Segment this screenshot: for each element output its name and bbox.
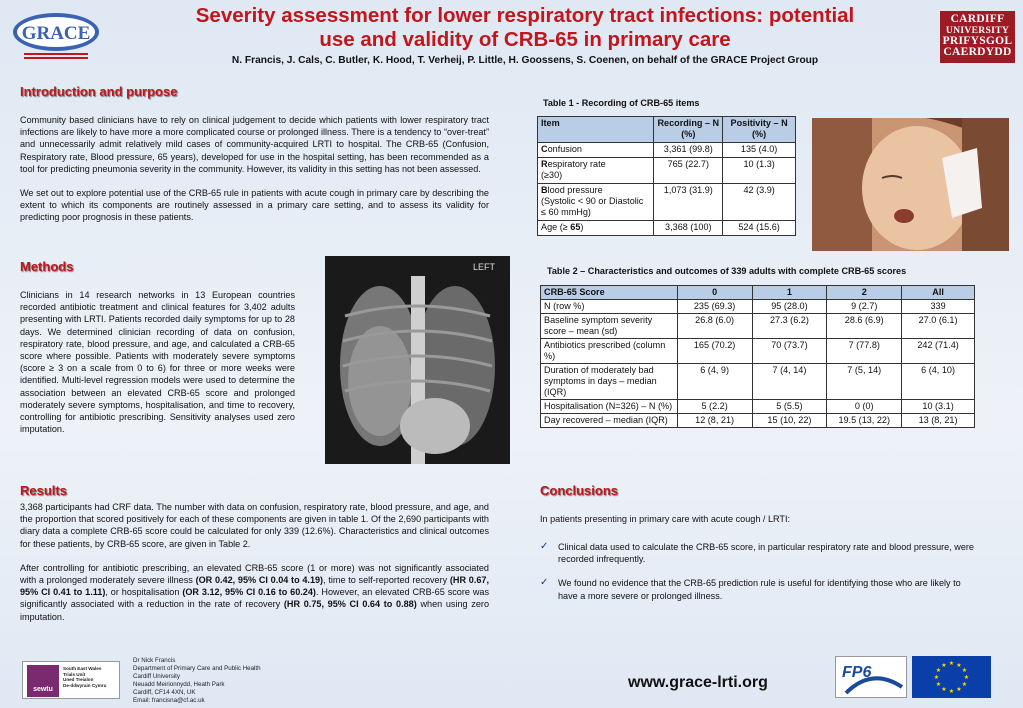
grace-logo-text: GRACE	[21, 23, 91, 44]
results-text-a: After controlling for antibiotic prescribing, an elevated CRB-65 score (1 or more) was not significantly associated with a prolonged moderately severe illness	[20, 562, 489, 586]
table2-header-score: CRB-65 Score	[541, 286, 678, 300]
table2-header-all: All	[902, 286, 975, 300]
table2-cell: 6 (4, 9)	[677, 364, 752, 400]
results-stat-3: (OR 3.12, 95% CI 0.16 to 60.24)	[182, 587, 316, 598]
table2-cell: 165 (70.2)	[677, 339, 752, 364]
table-row	[541, 414, 975, 428]
intro-paragraph-2: We set out to explore potential use of the CRB-65 rule in patients with acute cough in primary care by describing the extent to which its components are routinely assessed in a primary care setting, and to assess its validity for predicting poor prognosis in these patients.	[20, 188, 489, 223]
methods-heading: Methods	[20, 259, 74, 274]
sewtu-text: South East Wales Trials Unit Uned Treialon De-ddwyrain Cymru	[63, 666, 107, 688]
table1-caption: Table 1 - Recording of CRB-65 items	[543, 98, 700, 108]
results-body	[20, 501, 489, 635]
results-text-c: , time to self-reported recovery	[323, 575, 450, 586]
table2-cell: 15 (10, 22)	[752, 414, 827, 428]
table2-row-label: Antibiotics prescribed (column %)	[541, 339, 678, 364]
table2-cell: 13 (8, 21)	[902, 414, 975, 428]
table2-body	[541, 300, 975, 428]
results-text-e: , or hospitalisation	[105, 587, 183, 598]
table1-cell: 3,368 (100)	[654, 221, 723, 236]
table2-row-label: Duration of moderately bad symptoms in days – median (IQR)	[541, 364, 678, 400]
table1-cell-item: Confusion	[538, 143, 654, 158]
table2-caption: Table 2 – Characteristics and outcomes of 339 adults with complete CRB-65 scores	[547, 266, 907, 276]
svg-text:★: ★	[956, 662, 962, 669]
check-icon: ✓	[540, 577, 549, 589]
table-row	[541, 300, 975, 314]
authors: N. Francis, J. Cals, C. Butler, K. Hood, T. Verheij, P. Little, H. Goossens, S. Coenen, on behalf of the GRACE Project Group	[231, 55, 819, 66]
table2-cell: 242 (71.4)	[902, 339, 975, 364]
svg-text:★: ★	[961, 667, 968, 674]
table2	[540, 285, 975, 428]
intro-paragraph-1: Community based clinicians have to rely on clinical judgement to decide which patients with lower respiratory tract infections are likely to have more a more complicated course or prolonged illness. There is a tendency to “over-treat” and unnecessarily admit relatively mild cases of community-acquired LRTI to hospital. The CRB-65 (Confusion, Respiratory rate, Blood pressure, 65 years), developed for use in the hospital setting, has been recommended as a tool for predicting pneumonia severity in the community. However, its validity in this setting has not been assessed.	[20, 115, 489, 174]
grace-logo	[10, 10, 102, 66]
results-stat-1: (OR 0.42, 95% CI 0.04 to 4.19)	[195, 575, 324, 586]
table2-cell: 95 (28.0)	[752, 300, 827, 314]
table1-cell: 524 (15.6)	[723, 221, 796, 236]
table2-cell: 7 (4, 14)	[752, 364, 827, 400]
chest-xray-image	[325, 256, 510, 464]
table2-cell: 6 (4, 10)	[902, 364, 975, 400]
results-heading: Results	[20, 483, 67, 498]
address-line: Department of Primary Care and Public Health	[133, 665, 261, 672]
table2-cell: 28.6 (6.9)	[827, 314, 902, 339]
title-line-2: use and validity of CRB-65 in primary care	[319, 28, 731, 51]
table-row	[538, 143, 796, 158]
table2-cell: 70 (73.7)	[752, 339, 827, 364]
sewtu-mark: sewtu	[27, 665, 59, 697]
table1-cell: 1,073 (31.9)	[654, 184, 723, 221]
conclusions-heading: Conclusions	[540, 483, 619, 498]
conclusions-intro: In patients presenting in primary care with acute cough / LRTI:	[540, 514, 791, 524]
list-item: ✓ Clinical data used to calculate the CRB-65 score, in particular respiratory rate and blood pressure, were recorded infrequently.	[540, 541, 974, 565]
table-row	[538, 221, 796, 236]
table2-row-label: Baseline symptom severity score – mean (sd)	[541, 314, 678, 339]
table2-cell: 339	[902, 300, 975, 314]
cardiff-logo	[940, 11, 1015, 63]
contact-address	[133, 657, 261, 705]
address-line: Cardiff University	[133, 673, 180, 680]
methods-paragraph-1: Clinicians in 14 research networks in 13 European countries recorded antibiotic treatment and clinical features for 3,402 adults presenting with LRTI. Patients recorded daily symptoms for up to 28 days. We determined clinician recording of data on confusion, respiratory rate, blood pressure, and age, and calculated a CRB-65 score where possible. Patients with moderately severe symptoms (score ≥ 3 on a scale from 0 to 6) for three or more weeks were identified. Multi-level regression models were used to determine the association between an elevated CRB-65 score and prolonged moderately severe symptoms, hospitalisation, and time to recovery, controlling for antibiotic prescribing. Sensitivity analyses used zero imputation.	[20, 290, 295, 435]
table2-cell: 19.5 (13, 22)	[827, 414, 902, 428]
svg-text:★: ★	[948, 688, 955, 695]
table2-cell: 12 (8, 21)	[677, 414, 752, 428]
svg-text:★: ★	[961, 681, 968, 688]
cardiff-line-2: UNIVERSITY	[945, 25, 1010, 36]
table2-row-label: Hospitalisation (N=326) – N (%)	[541, 400, 678, 414]
table1-cell-item: Blood pressure (Systolic < 90 or Diastolic ≤ 60 mmHg)	[538, 184, 654, 221]
table1-cell: 10 (1.3)	[723, 158, 796, 184]
results-stat-4: (HR 0.75, 95% CI 0.64 to 0.88)	[283, 599, 417, 610]
xray-label: LEFT	[473, 262, 496, 272]
intro-body	[20, 114, 489, 236]
table1-header-positivity: Positivity – N (%)	[723, 117, 796, 143]
table-row	[541, 400, 975, 414]
svg-text:★: ★	[935, 681, 942, 688]
table1-header-row	[538, 117, 796, 143]
svg-text:★: ★	[941, 686, 947, 693]
intro-heading: Introduction and purpose	[20, 84, 178, 99]
table1-cell: 3,361 (99.8)	[654, 143, 723, 158]
table1-header-item: Item	[538, 117, 654, 143]
address-line: Dr Nick Francis	[133, 657, 176, 664]
table2-cell: 7 (5, 14)	[827, 364, 902, 400]
table-row	[538, 184, 796, 221]
fp6-text: FP6	[842, 664, 872, 681]
table-row	[541, 314, 975, 339]
svg-text:★: ★	[935, 667, 942, 674]
table2-cell: 235 (69.3)	[677, 300, 752, 314]
table1-header-recording: Recording – N (%)	[654, 117, 723, 143]
cardiff-line-3: PRIFYSGOL	[942, 35, 1013, 47]
table-row	[541, 339, 975, 364]
eu-flag-icon	[912, 656, 991, 698]
table1-cell-item: Age (≥ 65)	[538, 221, 654, 236]
table2-row-label: N (row %)	[541, 300, 678, 314]
fp6-logo	[835, 656, 907, 698]
table1-cell-item: Respiratory rate (≥30)	[538, 158, 654, 184]
results-text-g: . However, an elevated CRB-65 score was significantly associated with a reduction in the rate of recovery	[20, 587, 489, 610]
table2-cell: 27.3 (6.2)	[752, 314, 827, 339]
svg-text:★: ★	[963, 674, 970, 681]
table2-row-label: Day recovered – median (IQR)	[541, 414, 678, 428]
table2-header-1: 1	[752, 286, 827, 300]
table2-header-row	[541, 286, 975, 300]
address-line: Neuadd Meirionnydd, Heath Park	[133, 681, 225, 688]
table1-cell: 42 (3.9)	[723, 184, 796, 221]
poster-title	[120, 4, 930, 52]
results-paragraph-1: 3,368 participants had CRF data. The number with data on confusion, respiratory rate, blood pressure, and age, and the proportion that scored positively for each of these components are given in table 1. Of the 2,690 participants with diary data a complete CRB-65 score could be calculated for only 339 (12.6%). Characteristics and clinical outcomes for these patients, by CRB-65 score, are given in Table 2.	[20, 502, 489, 549]
results-text-i: when using zero imputation.	[20, 599, 489, 622]
table-row	[541, 364, 975, 400]
website-link[interactable]: www.grace-lrti.org	[628, 674, 768, 691]
results-stat-2: (HR 0.67, 95% CI 0.41 to 1.11)	[20, 575, 490, 598]
title-line-1: Severity assessment for lower respiratory tract infections: potential	[195, 4, 855, 27]
address-email[interactable]: Email: francisna@cf.ac.uk	[133, 697, 205, 704]
table2-cell: 27.0 (6.1)	[902, 314, 975, 339]
list-item: ✓ We found no evidence that the CRB-65 prediction rule is useful for identifying those who are likely to have a more severe or prolonged illness.	[540, 577, 961, 601]
table2-cell: 5 (5.5)	[752, 400, 827, 414]
svg-text:★: ★	[948, 660, 955, 667]
svg-text:★: ★	[933, 674, 940, 681]
table2-header-2: 2	[827, 286, 902, 300]
sewtu-logo	[22, 661, 120, 699]
table2-header-0: 0	[677, 286, 752, 300]
check-icon: ✓	[540, 541, 549, 552]
table2-cell: 10 (3.1)	[902, 400, 975, 414]
coughing-woman-photo	[812, 118, 1009, 251]
address-line: Cardiff, CF14 4XN, UK	[133, 689, 196, 696]
table2-cell: 9 (2.7)	[827, 300, 902, 314]
table2-cell: 5 (2.2)	[677, 400, 752, 414]
table1	[537, 116, 796, 236]
table1-cell: 765 (22.7)	[654, 158, 723, 184]
svg-text:★: ★	[956, 686, 962, 693]
svg-text:★: ★	[941, 662, 947, 669]
results-paragraph-2	[20, 562, 489, 623]
conclusions-list	[540, 541, 975, 614]
table2-cell: 0 (0)	[827, 400, 902, 414]
table2-cell: 7 (77.8)	[827, 339, 902, 364]
table2-cell: 26.8 (6.0)	[677, 314, 752, 339]
cardiff-line-1: CARDIFF	[950, 13, 1005, 25]
table1-cell: 135 (4.0)	[723, 143, 796, 158]
table-row	[538, 158, 796, 184]
methods-body	[20, 289, 295, 447]
cardiff-line-4: CAERDYDD	[943, 46, 1012, 58]
